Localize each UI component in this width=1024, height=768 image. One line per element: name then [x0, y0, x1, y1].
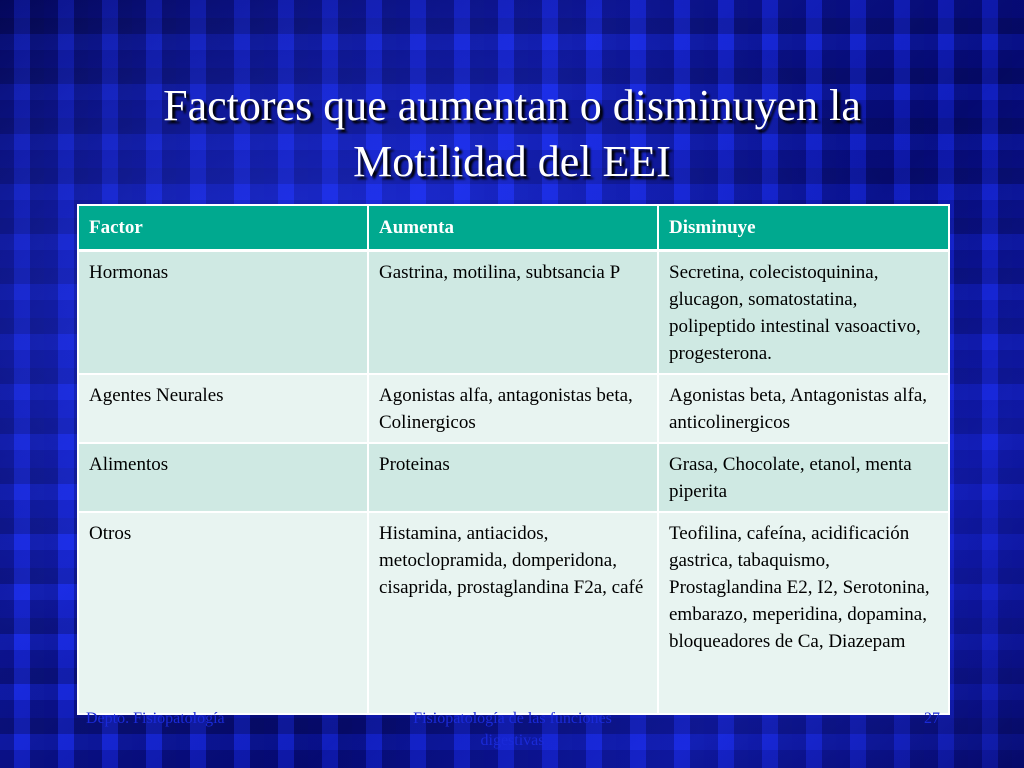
slide-title-line-1: Factores que aumentan o disminuyen la	[163, 81, 861, 130]
table-row	[78, 512, 949, 714]
cell-disminuye: Secretina, colecistoquinina, glucagon, somatostatina, polipeptido intestinal vasoactivo, progesterona.	[658, 251, 949, 375]
cell-aumenta: Gastrina, motilina, subtsancia P	[368, 251, 658, 375]
table-header-row	[78, 205, 949, 251]
cell-aumenta: Proteinas	[368, 443, 658, 512]
factors-table	[77, 204, 950, 715]
table-row	[78, 374, 949, 443]
footer-department: Depto. Fisiopatología	[86, 710, 225, 727]
header-factor: Factor	[78, 205, 368, 251]
cell-aumenta: Histamina, antiacidos, metoclopramida, domperidona, cisaprida, prostaglandina F2a, café	[368, 512, 658, 714]
cell-disminuye: Grasa, Chocolate, etanol, menta piperita	[658, 443, 949, 512]
cell-factor: Otros	[78, 512, 368, 714]
cell-factor: Alimentos	[78, 443, 368, 512]
table-row	[78, 251, 949, 375]
cell-disminuye: Teofilina, cafeína, acidificación gastrica, tabaquismo, Prostaglandina E2, I2, Serotonina, embarazo, meperidina, dopamina, bloqueadores de Ca, Diazepam	[658, 512, 949, 714]
slide-title	[0, 78, 1024, 190]
header-disminuye: Disminuye	[658, 205, 949, 251]
footer-course-title: Fisiopatología de las funciones digestivas	[413, 710, 612, 749]
slide-title-line-2: Motilidad del EEI	[353, 137, 671, 186]
cell-aumenta: Agonistas alfa, antagonistas beta, Colinergicos	[368, 374, 658, 443]
header-aumenta: Aumenta	[368, 205, 658, 251]
cell-factor: Agentes Neurales	[78, 374, 368, 443]
cell-disminuye: Agonistas beta, Antagonistas alfa, anticolinergicos	[658, 374, 949, 443]
cell-factor: Hormonas	[78, 251, 368, 375]
table-row	[78, 443, 949, 512]
footer-page-number: 27	[924, 710, 940, 727]
